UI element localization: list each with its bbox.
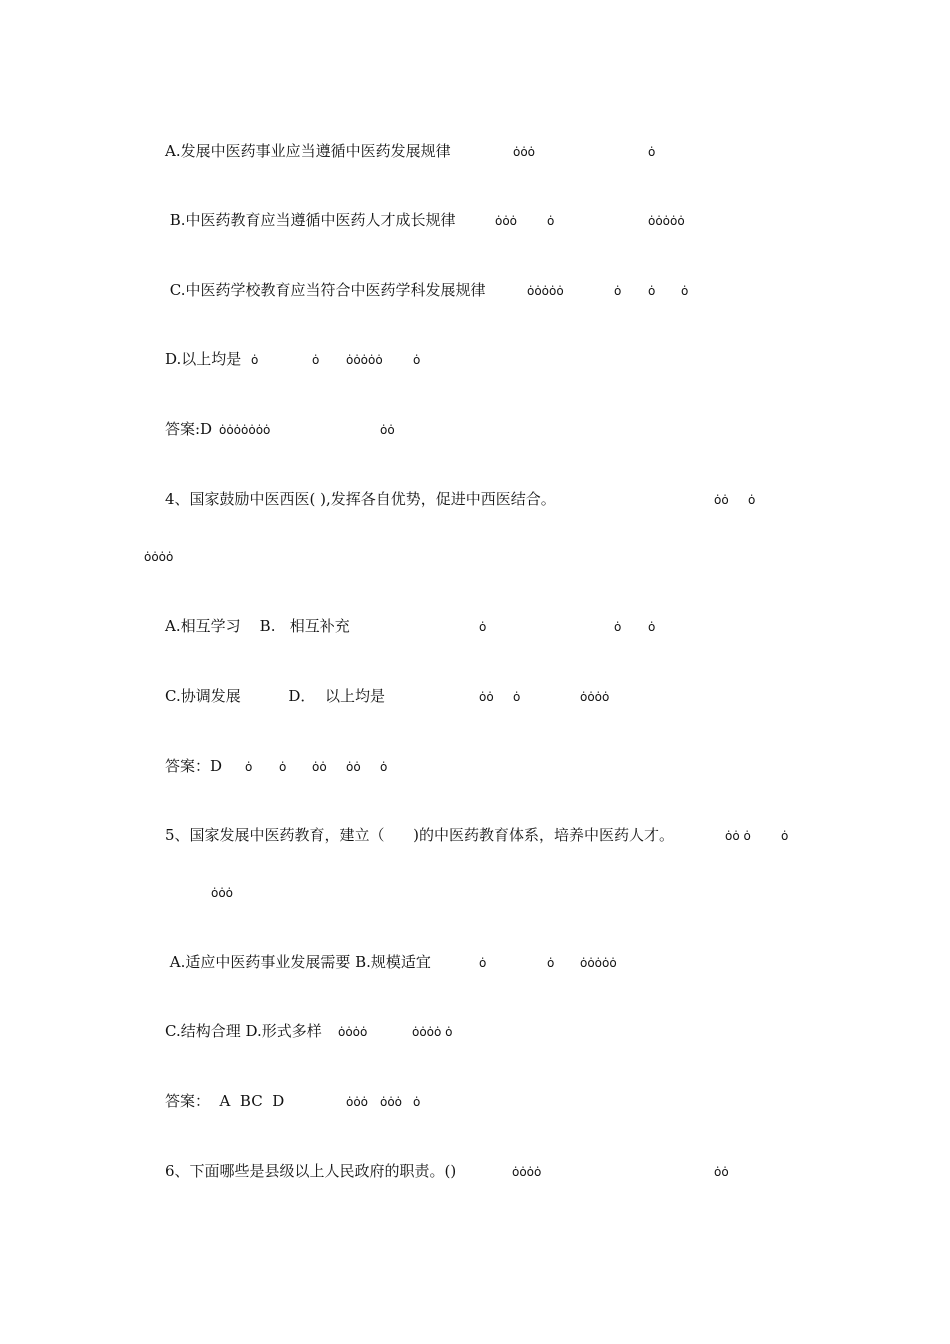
- question-6: 6、下面哪些是县级以上人民政府的职责。(): [165, 1162, 457, 1180]
- garbled-glyphs: ȯȯȯȯ: [580, 690, 610, 704]
- garbled-glyphs: ȯ: [648, 620, 656, 634]
- garbled-glyphs: ȯ: [681, 284, 689, 298]
- option-a-line: A.发展中医药事业应当遵循中医药发展规律: [165, 142, 451, 160]
- garbled-glyphs: ȯȯȯȯȯȯȯ: [219, 423, 271, 437]
- option-d-line: D.以上均是: [165, 350, 242, 368]
- question-5-options-ab: A.适应中医药事业发展需要 B.规模适宜: [165, 953, 431, 971]
- garbled-glyphs: ȯ: [614, 284, 622, 298]
- garbled-glyphs: ȯ: [413, 353, 421, 367]
- garbled-glyphs: ȯ: [648, 284, 656, 298]
- garbled-glyphs: ȯȯ: [380, 423, 395, 437]
- garbled-glyphs: ȯ: [279, 760, 287, 774]
- garbled-glyphs: ȯ: [245, 760, 253, 774]
- garbled-glyphs: ȯ: [479, 620, 487, 634]
- garbled-glyphs: ȯȯȯ: [513, 145, 536, 159]
- question-4-answer: 答案：D: [165, 757, 223, 775]
- garbled-glyphs: ȯ: [312, 353, 320, 367]
- question-5: 5、国家发展中医药教育，建立（ )的中医药教育体系，培养中医药人才。: [165, 826, 675, 844]
- option-c-line: C.中医药学校教育应当符合中医药学科发展规律: [165, 281, 486, 299]
- garbled-glyphs: ȯȯȯȯȯ: [527, 284, 564, 298]
- question-5-answer: 答案： A BC D: [165, 1092, 285, 1110]
- garbled-glyphs: ȯ: [479, 956, 487, 970]
- garbled-glyphs: ȯȯ ȯ: [725, 829, 751, 843]
- garbled-glyphs: ȯ: [748, 493, 756, 507]
- garbled-glyphs: ȯȯ: [312, 760, 327, 774]
- garbled-glyphs: ȯ: [648, 145, 656, 159]
- option-b-line: B.中医药教育应当遵循中医药人才成长规律: [165, 211, 456, 229]
- question-4: 4、国家鼓励中医西医( ),发挥各自优势，促进中西医结合。: [165, 490, 556, 508]
- garbled-glyphs: ȯ: [547, 214, 555, 228]
- garbled-glyphs: ȯȯ: [479, 690, 494, 704]
- question-4-options-cd: C.协调发展 D． 以上均是: [165, 687, 385, 705]
- garbled-glyphs: ȯ: [380, 760, 388, 774]
- garbled-glyphs: ȯȯȯȯ: [338, 1025, 368, 1039]
- garbled-glyphs: ȯȯ: [714, 1165, 729, 1179]
- garbled-glyphs: ȯȯȯȯȯ: [346, 353, 383, 367]
- garbled-glyphs: ȯ: [413, 1095, 421, 1109]
- garbled-glyphs: ȯ: [547, 956, 555, 970]
- garbled-glyphs: ȯȯȯȯ: [144, 550, 174, 564]
- garbled-glyphs: ȯȯ: [714, 493, 729, 507]
- garbled-glyphs: ȯȯȯ: [495, 214, 518, 228]
- garbled-glyphs: ȯȯȯȯ: [512, 1165, 542, 1179]
- garbled-glyphs: ȯ: [781, 829, 789, 843]
- garbled-glyphs: ȯ: [614, 620, 622, 634]
- answer-line: 答案:D: [165, 420, 213, 438]
- garbled-glyphs: ȯȯ: [346, 760, 361, 774]
- garbled-glyphs: ȯ: [251, 353, 259, 367]
- garbled-glyphs: ȯȯȯȯ ȯ: [412, 1025, 453, 1039]
- garbled-glyphs: ȯȯȯȯȯ: [580, 956, 617, 970]
- garbled-glyphs: ȯ: [513, 690, 521, 704]
- question-4-options-ab: A.相互学习 B. 相互补充: [165, 617, 350, 635]
- garbled-glyphs: ȯȯȯ: [211, 886, 234, 900]
- garbled-glyphs: ȯȯȯ: [380, 1095, 403, 1109]
- question-5-options-cd: C.结构合理 D.形式多样: [165, 1022, 322, 1040]
- garbled-glyphs: ȯȯȯ: [346, 1095, 369, 1109]
- garbled-glyphs: ȯȯȯȯȯ: [648, 214, 685, 228]
